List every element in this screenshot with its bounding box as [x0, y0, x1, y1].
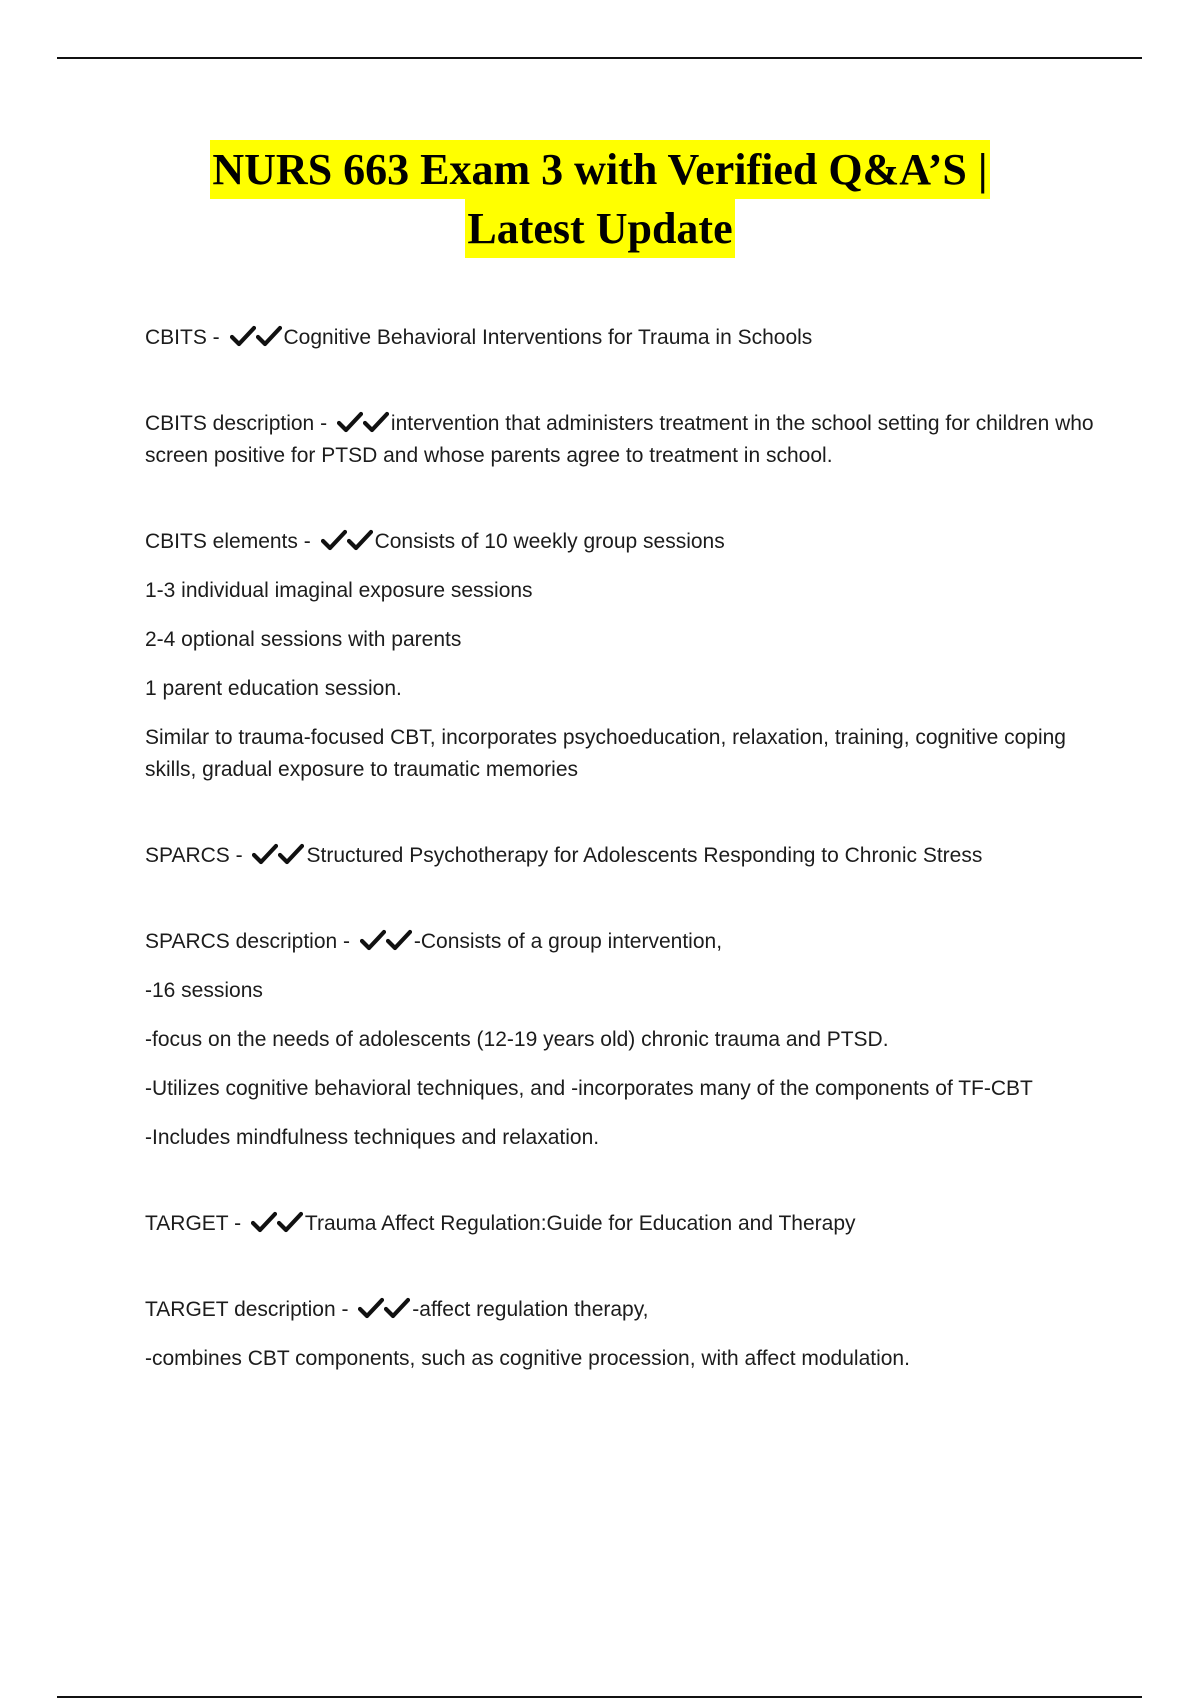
- qa-term: CBITS elements: [145, 530, 298, 553]
- qa-entry: [145, 526, 1095, 786]
- checkmarks: [230, 322, 282, 354]
- qa-continuation-line: [145, 575, 1095, 607]
- qa-term: SPARCS: [145, 844, 230, 867]
- qa-answer-text: intervention that administers treatment in the school setting for children who screen positive for PTSD and whose parents agree to treatment in school.: [145, 412, 1094, 467]
- qa-continuation-line: [145, 1343, 1095, 1375]
- checkmark-icon: [360, 929, 386, 951]
- qa-answer-text: -combines CBT components, such as cognitive procession, with affect modulation.: [145, 1347, 910, 1370]
- qa-continuation-line: [145, 722, 1095, 786]
- qa-answer-text: -focus on the needs of adolescents (12-19 years old) chronic trauma and PTSD.: [145, 1028, 889, 1051]
- qa-entry: [145, 322, 1095, 354]
- qa-answer-text: Consists of 10 weekly group sessions: [374, 530, 725, 553]
- qa-first-line: [145, 1208, 1095, 1240]
- qa-continuation-line: [145, 624, 1095, 656]
- qa-continuation-line: [145, 1122, 1095, 1154]
- qa-separator: -: [228, 1212, 247, 1235]
- checkmarks: [251, 1208, 303, 1240]
- checkmark-icon: [278, 843, 304, 865]
- qa-answer-text: Similar to trauma-focused CBT, incorporates psychoeducation, relaxation, training, cognitive coping skills, gradual exposure to traumatic memories: [145, 726, 1066, 781]
- qa-entry: [145, 926, 1095, 1154]
- qa-answer-text: Cognitive Behavioral Interventions for Trauma in Schools: [283, 326, 813, 349]
- checkmark-icon: [256, 325, 282, 347]
- qa-term: SPARCS description: [145, 930, 338, 953]
- checkmarks: [321, 526, 373, 558]
- qa-answer-text: 1-3 individual imaginal exposure sessions: [145, 579, 533, 602]
- qa-first-line: [145, 526, 1095, 558]
- qa-separator: -: [229, 844, 249, 867]
- qa-first-line: [145, 926, 1095, 958]
- qa-term: TARGET description: [145, 1298, 336, 1321]
- checkmarks: [358, 1294, 410, 1326]
- checkmarks: [252, 840, 304, 872]
- qa-separator: -: [206, 326, 226, 349]
- qa-separator: -: [337, 930, 356, 953]
- title-line-2: Latest Update: [465, 199, 734, 258]
- qa-answer-text: -affect regulation therapy,: [412, 1298, 649, 1321]
- checkmark-icon: [386, 929, 412, 951]
- checkmark-icon: [321, 529, 347, 551]
- top-rule: [57, 57, 1142, 59]
- qa-first-line: [145, 408, 1095, 472]
- qa-answer-text: -Includes mindfulness techniques and relaxation.: [145, 1126, 600, 1149]
- qa-separator: -: [314, 412, 333, 435]
- checkmarks: [360, 926, 412, 958]
- qa-entry: [145, 1294, 1095, 1375]
- bottom-rule: [57, 1696, 1142, 1698]
- qa-separator: -: [335, 1298, 355, 1321]
- qa-term: CBITS: [145, 326, 207, 349]
- qa-entry: [145, 840, 1095, 872]
- qa-continuation-line: [145, 673, 1095, 705]
- checkmark-icon: [251, 1211, 277, 1233]
- qa-entry: [145, 1208, 1095, 1240]
- checkmark-icon: [358, 1297, 384, 1319]
- checkmark-icon: [277, 1211, 303, 1233]
- qa-answer-text: 1 parent education session.: [145, 677, 402, 700]
- qa-first-line: [145, 840, 1095, 872]
- qa-continuation-line: [145, 1073, 1095, 1105]
- qa-answer-text: -Utilizes cognitive behavioral techniques, and -incorporates many of the components of TF-CBT: [145, 1077, 1033, 1100]
- qa-first-line: [145, 1294, 1095, 1326]
- qa-separator: -: [297, 530, 317, 553]
- checkmark-icon: [363, 411, 389, 433]
- qa-first-line: [145, 322, 1095, 354]
- checkmark-icon: [384, 1297, 410, 1319]
- title-line-1: NURS 663 Exam 3 with Verified Q&A’S |: [210, 140, 989, 199]
- checkmark-icon: [347, 529, 373, 551]
- qa-answer-text: -16 sessions: [145, 979, 263, 1002]
- qa-entry: [145, 408, 1095, 472]
- qa-term: TARGET: [145, 1212, 229, 1235]
- qa-continuation-line: [145, 1024, 1095, 1056]
- checkmark-icon: [230, 325, 256, 347]
- qa-answer-text: 2-4 optional sessions with parents: [145, 628, 462, 651]
- qa-answer-text: -Consists of a group intervention,: [413, 930, 723, 953]
- qa-term: CBITS description: [145, 412, 315, 435]
- checkmarks: [337, 408, 389, 440]
- checkmark-icon: [337, 411, 363, 433]
- qa-answer-text: Structured Psychotherapy for Adolescents Responding to Chronic Stress: [306, 844, 983, 867]
- checkmark-icon: [252, 843, 278, 865]
- qa-continuation-line: [145, 975, 1095, 1007]
- document-title: [0, 140, 1200, 258]
- qa-answer-text: Trauma Affect Regulation:Guide for Education and Therapy: [304, 1212, 856, 1235]
- qa-list: [145, 322, 1095, 1375]
